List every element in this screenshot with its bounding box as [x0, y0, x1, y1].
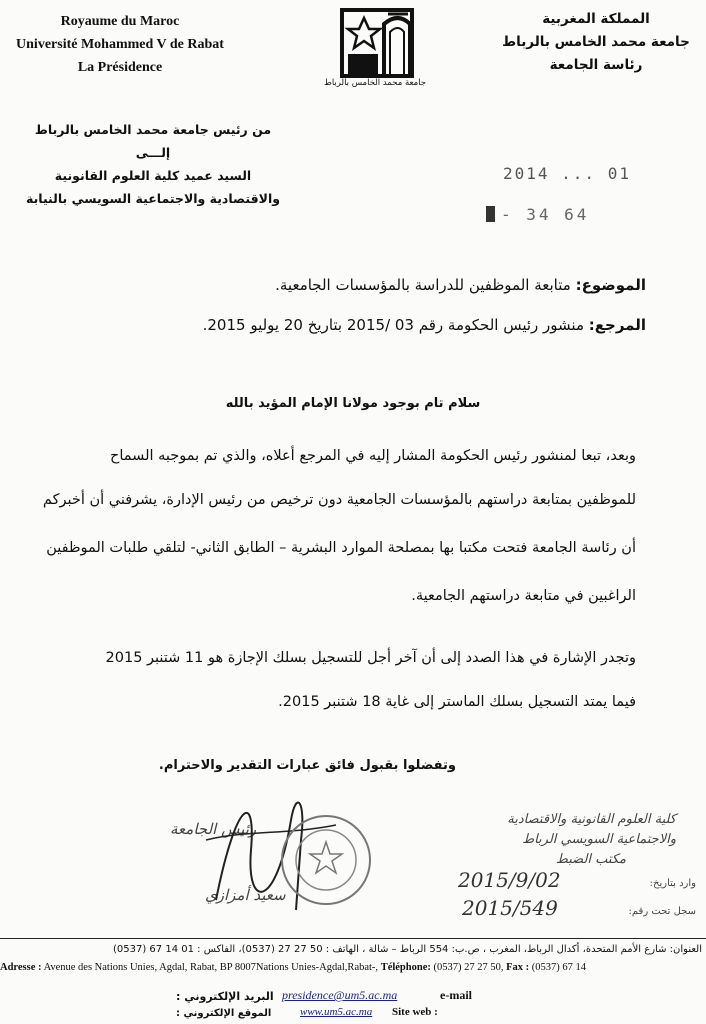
subject-text: متابعة الموظفين للدراسة بالمؤسسات الجامعية.	[275, 276, 571, 294]
greeting: سلام تام بوجود مولانا الإمام المؤيد بالله	[225, 396, 481, 411]
body-line-3: أن رئاسة الجامعة فتحت مكتبا بها بمصلحة الموارد البشرية – الطابق الثاني- لتلقي طلبات الموظفين	[46, 540, 636, 556]
reception-line-1: كلية العلوم القانونية والاقتصادية	[507, 812, 676, 827]
footer-web-ar: الموقع الإلكتروني :	[176, 1008, 272, 1019]
header-ar-line-2: جامعة محمد الخامس بالرباط	[502, 34, 690, 50]
reference-text: منشور رئيس الحكومة رقم 03 /2015 بتاريخ 20 يوليو 2015.	[202, 316, 584, 334]
reception-line-3: مكتب الضبط	[555, 852, 626, 867]
closing-formula: وتفضلوا بقبول فائق عبارات التقدير والاحترام.	[158, 758, 456, 773]
body-line-5: وتجدر الإشارة في هذا الصدد إلى أن آخر أجل للتسجيل بسلك الإجازة هو 11 شتنبر 2015	[105, 650, 636, 666]
header-fr-line-1: Royaume du Maroc	[60, 14, 180, 29]
registered-number: 2015/549	[462, 896, 558, 920]
addressee-name-2: والاقتصادية والاجتماعية السويسي بالنيابة	[25, 191, 281, 206]
footer-web-link[interactable]: www.um5.ac.ma	[300, 1006, 373, 1018]
footer-fax: (0537) 67 14	[531, 962, 587, 973]
official-seal-icon	[278, 812, 374, 908]
arrived-date: 2015/9/02	[458, 868, 561, 892]
footer-email-link[interactable]: presidence@um5.ac.ma	[282, 988, 398, 1002]
addressee-to: إلـــى	[135, 145, 171, 160]
body-line-4: الراغبين في متابعة دراستهم الجامعية.	[411, 588, 636, 604]
addressee-block	[0, 118, 313, 210]
registered-label: سجل تحت رقم:	[628, 906, 696, 917]
reception-line-2: والاجتماعية السويسي الرباط	[522, 832, 676, 847]
date-stamp: 2014 ... 01	[503, 164, 631, 183]
footer-tel-label: Téléphone:	[380, 962, 431, 973]
header-ar-line-3: رئاسة الجامعة	[549, 57, 643, 73]
header-fr-line-2: Université Mohammed V de Rabat	[16, 37, 224, 52]
footer-address-text: Avenue des Nations Unies, Agdal, Rabat, BP 8007Nations Unies-Agdal,Rabat-,	[43, 962, 379, 973]
footer-email-ar: البريد الإلكتروني :	[176, 990, 274, 1003]
footer-web-fr: Site web :	[392, 1006, 438, 1018]
stamp-block-icon	[486, 206, 495, 222]
number-stamp	[486, 205, 589, 224]
footer-fax-label: Fax :	[506, 962, 530, 973]
header-ar-line-1: المملكة المغربية	[542, 11, 650, 27]
subject-label: الموضوع:	[575, 276, 646, 294]
logo-caption: جامعة محمد الخامس بالرباط	[323, 78, 427, 88]
reference-label: المرجع:	[588, 316, 646, 334]
number-stamp-text: - 34 64	[501, 205, 590, 224]
header-arabic	[496, 8, 696, 77]
body-line-2: للموظفين بمتابعة دراستهم بالمؤسسات الجامعية دون ترخيص من رئيس الإدارة، يشرفني أن أخبركم	[42, 492, 636, 508]
footer-tel: (0537) 27 27 50,	[433, 962, 504, 973]
subject-line	[275, 276, 646, 294]
footer-rule	[0, 938, 706, 939]
reference-line	[203, 316, 646, 334]
body-line-6: فيما يمتد التسجيل بسلك الماستر إلى غاية 18 شتنبر 2015.	[278, 694, 636, 710]
arrived-label: وارد بتاريخ:	[649, 878, 696, 889]
signature-title: رئيس الجامعة	[170, 820, 257, 838]
header-french	[0, 10, 240, 79]
footer-arabic-address: العنوان: شارع الأمم المتحدة، أكدال الرباط، المغرب ، ص.ب: 554 الرباط – شالة ، الهاتف : 50 27 27 (0537)، الفاكس : 01 14 67 (0537)	[112, 944, 702, 955]
footer-french-address	[0, 962, 586, 973]
header-fr-line-3: La Présidence	[77, 60, 163, 75]
addressee-from: من رئيس جامعة محمد الخامس بالرباط	[34, 122, 272, 137]
university-logo	[312, 4, 442, 88]
footer-email-fr: e-mail	[440, 988, 472, 1002]
footer-address-label: Adresse :	[0, 962, 42, 973]
signature-name: سعيد أمزازي	[205, 886, 286, 904]
addressee-name-1: السيد عميد كلية العلوم القانونية	[54, 168, 252, 183]
body-line-1: وبعد، تبعا لمنشور رئيس الحكومة المشار إليه في المرجع أعلاه، والذي تم بموجبه السماح	[110, 448, 636, 464]
